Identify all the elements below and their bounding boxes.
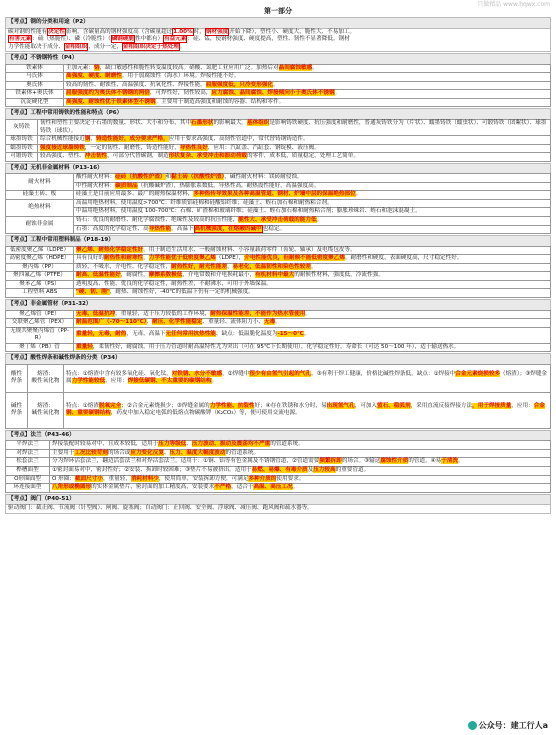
- table-row: 工程塑料 ABS "硬、韧、刚"，耐热、耐蚀性好，-40℃的低温下仍有一定的机械强度。: [6, 289, 551, 298]
- table-row: 耐蚀非金属 铸石：优良的耐磨性、耐化学腐蚀性、绝缘性及较高的抗压性能，脆性大、承受冲击荷载的能力低。: [6, 217, 551, 226]
- table-row: 聚乙烯管（PE） 无毒、低温抗冲、重量轻，适于压力较低的工作环境，耐热保温性能差，不能作为热水管使用。: [6, 310, 551, 319]
- watermark: 只做精品 www.hqwx.com: [477, 1, 550, 8]
- table-row: 可锻铸铁 较高强度、塑性、冲击韧性，可部分代替碳钢，制造形状复杂、承受冲击和振动荷载的零件，成本低，质量稳定，处理工艺简单。: [6, 153, 551, 162]
- table-row: 榫槽面型 ①密封面易对中，密封性好；②安装、拆卸时较困难；③垫片不易被挤出。适用于易燃、易爆、有毒介质及压力较高的重要管道。: [6, 466, 551, 475]
- page-title: 第一部分: [264, 7, 292, 15]
- table-row: 聚丁烯（PB）管 重量轻，柔韧性好，耐腐蚀，用于压力管道时耐高温特性尤为突出（可在 95℃下长期使用），化学稳定性好，寿命长（可达 50～100 年），适于输送热水。: [6, 343, 551, 352]
- table-row: O形圈面型 O 形圈：截面尺寸小，重量轻，消耗材料少，使用简单，安装拆卸方便，可满足多种介质的使用要求。: [6, 475, 551, 484]
- table-row: 耐火材料 酸性耐火材料：硅砖（抗酸性炉渣）和黏土砖（抗酸性炉渣），碱性耐火材料：镁砖耐侵蚀。: [6, 174, 551, 183]
- table-row: 铁素体 主加元素：铬，缺口敏感性和脆性转变温度较高。硝酸、氮肥工业应用广泛。加热后对晶间腐蚀敏感。: [6, 64, 551, 73]
- table-row: 交联聚乙烯管（PEX） 耐温范围广（-70～110℃）、耐压、化学性能稳定、重量轻、流体阻力小、无毒。: [6, 319, 551, 328]
- table-row: 铁素体+奥氏体 屈服强度约为奥氏体不锈钢的两倍，可焊性好，韧性较高，应力腐蚀、晶间腐蚀、焊接倾向小于奥氏体不锈钢。: [6, 90, 551, 99]
- table-row: 碱性 焊条 熔渣： 碱性氧化物 特点：①熔渣脱氧完全；②合金元素烧损少；③焊缝金属的力学性能、抗裂性好；④存在铁锈和水分时，易出现氢气孔，可加入萤石、稳弧剂，采用直流反接焊接方法，用于焊接质量，应用：合金钢、重要碳钢结构，药皮中加入稳定电弧的低熔点物碳酸钾（K₂CO₃）等，便可使用交流电源。: [6, 392, 551, 428]
- table-row: 环连接面型 八角形或椭圆形的实体金属垫片，密封面的加工精度高，安装要求不严格，适合于高温、高压工况。: [6, 484, 551, 493]
- table-row: 中性耐火材料：碳质制品（抗酸碱炉渣），热膨胀系数低，导热性高，耐热震性能好，高温强度高。: [6, 182, 551, 191]
- table-row: 对焊法兰 主要用于工况比较苛刻的场合或应力变化反复、压力、温度大幅度波动的管道系统。: [6, 449, 551, 458]
- section-heading: 【考点】不锈钢特性（P4）: [5, 53, 551, 64]
- section-heading: 【考点】无机非金属材料（P13-16）: [5, 163, 551, 174]
- table-row: 硅藻土砖、板 硅藻土是目前应用最多、最广的耐热保温材料，多种热传导效果及各种高温管道、钢材、炉墙中层的保温绝热部位。: [6, 191, 551, 200]
- castiron-table: [5, 119, 551, 162]
- table-row: 高密度聚乙烯（HDPE） 具有良好的耐热性和耐寒性，力学性能优于低密度聚乙烯（LDPE），介电性能优良，但耐候不能低密度聚乙烯。耐磨性和硬度，表面硬度高，尺寸稳定性好。: [6, 255, 551, 264]
- wechat-icon: [468, 721, 477, 730]
- table-row: 中温用绝热材料，使用温度 100-700℃：石棉、矿渣棉和玻璃纤维；硅藻土、蛭石加石棉和耐热粘合剂；膨胀珍珠岩、蛭石和泡沫混凝土。: [6, 208, 551, 217]
- section-text: 驱动阀门：截止阀、节流阀（针型阀）、闸阀、旋塞阀；自动阀门：止回阀、安全阀、浮球阀、减压阀、跑风阀和疏水器等。: [5, 504, 551, 514]
- section-heading: 【考点】工程中常用铸铁的性能和特点（P6）: [5, 108, 551, 119]
- stainless-table: [5, 64, 551, 108]
- pipes-table: [5, 310, 551, 353]
- section-heading: 【考点】酸性焊条和碱性焊条的分类（P34）: [5, 353, 551, 364]
- plastics-table: [5, 246, 551, 298]
- footer-credit: 公众号：建工行人a: [468, 721, 548, 732]
- table-row: 聚四氟乙烯（PTFE） 耐高、低温性能好，耐腐性，摩擦系数极低，介电常数和介电损耗最小，有机材料中最大的耐候性材料，强度低，冷流性强。: [6, 272, 551, 281]
- table-row: 聚丙烯（PP） 质轻，不吸水，介电性、化学稳定性，耐热性好，耐光性能差，易老化，低温韧性和染色性较差。: [6, 263, 551, 272]
- section-heading: 【考点】工程中常用塑料制品（P18-19）: [5, 235, 551, 246]
- table-row: 平焊法兰 焊接装配时较易对中，且成本较低，适用于压力等级低、压力波动、振动及震荡均不严重的管道系统。: [6, 441, 551, 450]
- nonmetal-table: [5, 173, 551, 234]
- table-row: 松套法兰 分为焊环活套法兰，翻边活套法兰和对焊活套法兰，适用于：①铜、铝等有色金属及不锈钢管道，②管道需要频繁拆卸的场合。③输送腐蚀性介质的管道，④易于清洗。: [6, 458, 551, 467]
- section-heading: 【考点】非金属管材（P31-32）: [5, 299, 551, 310]
- section-heading: 【考点】法兰（P43-46）: [5, 430, 551, 441]
- table-row: 蠕墨铸铁 强度接近球墨铸铁，一定的韧性、耐磨性，铸造性能好，导热性良好，应用：汽缸盖、汽缸套、钢锭模、液压阀。: [6, 144, 551, 153]
- table-row: 奥氏体 较高的韧性、耐蚀性、高温强度、抗氧化性、焊接性能。屈服强度低，只冷变形强化。: [6, 81, 551, 90]
- table-row: 聚苯乙烯（PS） 透明度高、性能、优良的化学稳定性，耐热性差，不耐沸水，可用于外墙保温。: [6, 280, 551, 289]
- table-row: 球墨铸铁 综合机械性能接近钢，铸造性能好，成分要求严格，应用于要求高强度、高韧性管道中，常代替铸钢铸造件。: [6, 136, 551, 145]
- table-row: 石墨：高度的化学稳定性、高导热性能。高温下高机械强度，在熔融的碱中也稳定。: [6, 225, 551, 234]
- table-row: 低密度聚乙烯（LDPE） 聚乙烯、耐热化学稳定性好，用于制造生活用水、一般耐蚀材料、小容量载荷零件（齿轮、轴承）及电缆包皮等。: [6, 246, 551, 255]
- section-heading: 【考点】钢的分类和用途（P2）: [5, 17, 551, 28]
- table-row: 酸性 焊条 熔渣： 酸性氧化物 特点：①熔渣中含有较多氧化硅、氧化钛，对铁锈、水分不敏感，②焊缝中很少有由氢气引起的气孔。③有利于焊工健康，价格比碱性焊条低，缺点：①焊接中合金元素烧损较多（熔渣）；③焊缝金属力学性能较低，应用：焊接低碳钢、不太重要的碳钢结构。: [6, 364, 551, 392]
- table-row: 无规共聚聚丙烯管（PP-R） 重量轻，无毒，耐热，无毒，高温下无任何常用抗热性能、缺点：低温脆化温度为-15～0℃。: [6, 327, 551, 343]
- table-row: 沉淀硬化型 高强度、耐蚀性优于铁素体型不锈钢。主要用于制造高强度和耐蚀的容器、结构和零件。: [6, 98, 551, 107]
- electrode-table: [5, 364, 551, 429]
- flange-table: [5, 440, 551, 492]
- table-row: 绝热材料 高温用绝热材料，使用温度>700℃：纤维质铝硅棉和硅酸铝纤维；硅藻土、蛭石加石棉和耐热粘合剂。: [6, 199, 551, 208]
- section-text: 碳对钢的性能有决定性影响。含碳量高的钢材强度高（含碳量超过1.00%时，钢材强度开始下降），塑性小、硬度大、脆性大、不易加工。 有害元素：硫（热脆性）、磷（冷脆性）（磷钢硬脆性中都有）有益元素：硅、锰，使钢材强度、硬度提高，塑性、韧性不显著降低。钢材 力学性能取决于成分、金相组织，成分一定，金相组织决定于热处理。: [5, 28, 551, 53]
- table-row: 灰铸铁 韧性和塑性主要决定于石墨的数量、形状、大小和分布，其中石墨形状的影响最大。基体组织是影响铸铁硬度、抗压强度和耐磨性，普通灰铸铁分为（片状）、蠕墨铸铁（蠕虫状）、可锻铸铁（团絮状）、球墨铸铁（球状）。: [6, 120, 551, 136]
- table-row: 马氏体 高强度、硬度、耐磨性。用于弱腐蚀性（海水）环境。焊接性能不好。: [6, 73, 551, 82]
- section-heading: 【考点】阀门（P40-51）: [5, 494, 551, 505]
- document-body: [0, 17, 556, 514]
